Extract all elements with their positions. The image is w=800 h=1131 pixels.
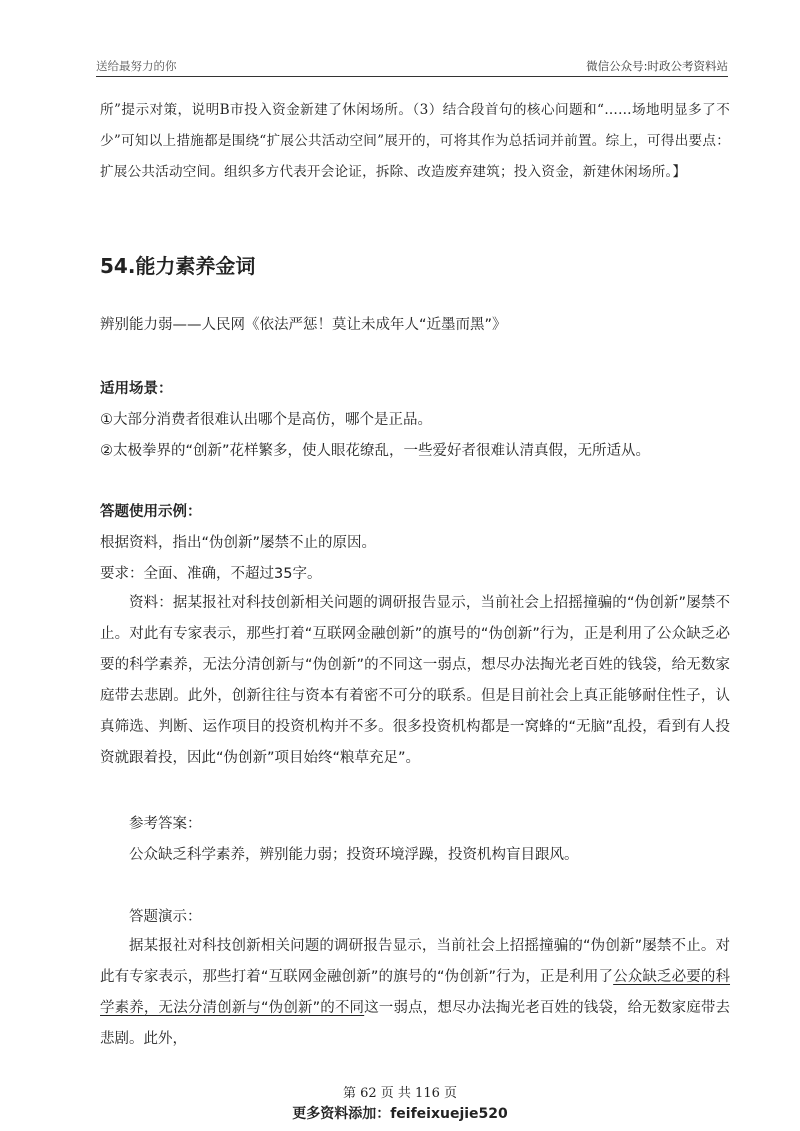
answer-text: 公众缺乏科学素养，辨别能力弱；投资环境浮躁，投资机构盲目跟风。 [129, 847, 579, 863]
answer-label: 参考答案： [129, 816, 202, 832]
scene-item: ②太极拳界的“创新”花样繁多，使人眼花缭乱，一些爱好者很难认清真假，无所适从。 [100, 443, 651, 459]
intro-paragraph: 所”提示对策，说明B市投入资金新建了休闲场所。（3）结合段首句的核心问题和“……场地明显多了不少”可知以上措施都是围绕“扩展公共活动空间”展开的，可将其作为总括词并前置。综上，可得出要点：扩展公共活动空间。组织多方代表开会论证，拆除、改造废弃建筑；投入资金，新建休闲场所。】 [100, 102, 730, 180]
section-title: 54.能力素养金词 [100, 254, 256, 278]
section-subtitle: 辨别能力弱——人民网《依法严惩！莫让未成年人“近墨而黑”》 [100, 317, 507, 333]
demo-label: 答题演示： [129, 909, 202, 925]
demo-underlined-key-point: 公众缺乏必要的科学素养，无法分清创新与“伪创新”的不同 [100, 969, 731, 1016]
footer-promo: 更多资料添加：feifeixuejie520 [292, 1106, 508, 1122]
scene-item: ①大部分消费者很难认出哪个是高仿，哪个是正品。 [100, 412, 432, 428]
header-wechat-account: 微信公众号:时政公考资料站 [586, 59, 728, 73]
scene-label: 适用场景： [100, 381, 173, 397]
page-header [96, 56, 728, 77]
demo-paragraph [100, 931, 730, 1055]
example-requirement: 要求：全面、准确，不超过35字。 [100, 566, 322, 582]
header-slogan: 送给最努力的你 [96, 59, 177, 73]
example-material: 资料：据某报社对科技创新相关问题的调研报告显示，当前社会上招摇撞骗的“伪创新”屡禁不止。对此有专家表示，那些打着“互联网金融创新”的旗号的“伪创新”行为，正是利用了公众缺乏必要的科学素养，无法分清创新与“伪创新”的不同这一弱点，想尽办法掏光老百姓的钱袋，给无数家庭带去悲剧。此外，创新往往与资本有着密不可分的联系。但是目前社会上真正能够耐住性子，认真筛选、判断、运作项目的投资机构并不多。很多投资机构都是一窝蜂的“无脑”乱投，看到有人投资就跟着投，因此“伪创新”项目始终“粮草充足”。 [100, 595, 730, 766]
demo-text: 这一弱点，想尽办法掏光老百姓的钱袋，给无数家庭带去悲剧。此外， [100, 1000, 731, 1047]
page-number: 第 62 页 共 116 页 [342, 1086, 458, 1101]
example-label: 答题使用示例： [100, 504, 202, 520]
example-task: 根据资料，指出“伪创新”屡禁不止的原因。 [100, 535, 377, 551]
demo-text: 据某报社对科技创新相关问题的调研报告显示，当前社会上招摇撞骗的“伪创新”屡禁不止。对此有专家表示，那些打着“互联网金融创新”的旗号的“伪创新”行为，正是利用了 [100, 938, 730, 985]
